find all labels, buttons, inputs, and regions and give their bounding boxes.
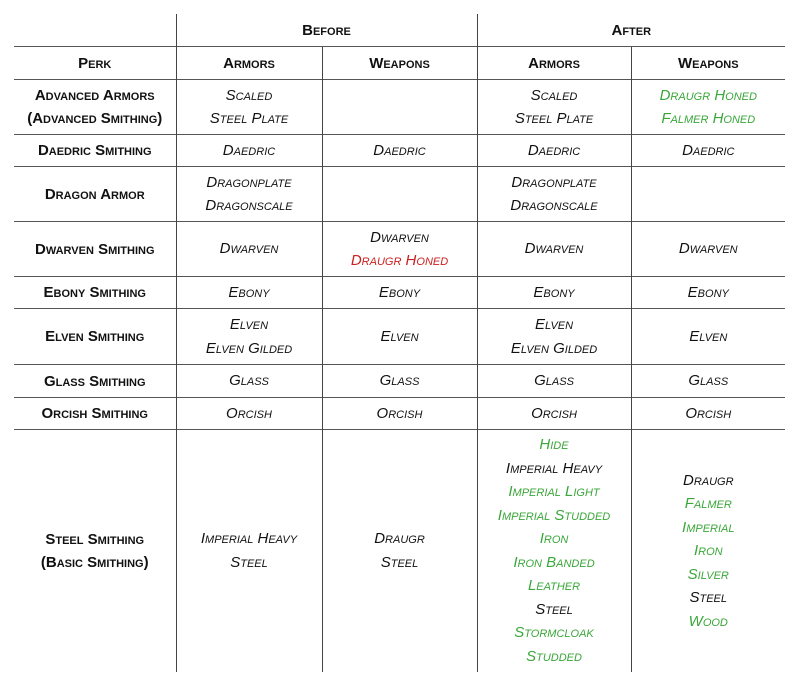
after-weapons-cell xyxy=(631,135,785,167)
before-armors-cell xyxy=(176,430,322,672)
before-weapons-cell xyxy=(322,309,477,365)
before-weapons-cell xyxy=(322,430,477,672)
after-armors-cell xyxy=(477,222,631,277)
after-armors-cell xyxy=(477,309,631,365)
after-weapons-cell xyxy=(631,430,785,672)
before-armors-cell xyxy=(176,398,322,430)
item: Daedric xyxy=(373,141,426,159)
perk-cell xyxy=(14,135,176,167)
perk-cell xyxy=(14,430,176,672)
table-row xyxy=(14,167,785,222)
before-armors-cell xyxy=(176,135,322,167)
item: Elven Gilded xyxy=(510,339,598,357)
after-weapons-cell xyxy=(631,365,785,398)
item: Orcish xyxy=(531,404,577,422)
added-item: Silver xyxy=(687,565,729,583)
added-item: Imperial Studded xyxy=(497,506,611,524)
empty-corner xyxy=(14,14,176,47)
after-weapons-cell xyxy=(631,277,785,309)
before-armors-cell xyxy=(176,365,322,398)
item: Draugr xyxy=(682,471,734,489)
perk-name: Ebony Smithing xyxy=(43,284,146,301)
perk-name: Advanced Armors xyxy=(34,87,155,104)
added-item: Falmer Honed xyxy=(661,110,756,127)
perk-cell xyxy=(14,277,176,309)
before-armors-cell xyxy=(176,309,322,365)
perk-column-header: Perk xyxy=(14,47,176,80)
item: Steel Plate xyxy=(514,110,594,127)
added-item: Iron Banded xyxy=(513,553,595,571)
before-weapons-cell xyxy=(322,398,477,430)
item: Ebony xyxy=(378,283,421,301)
after-armors-cell xyxy=(477,80,631,135)
added-item: Iron xyxy=(539,530,569,548)
item: Orcish xyxy=(376,404,423,422)
perk-cell xyxy=(14,309,176,365)
item: Dwarven xyxy=(219,240,279,258)
perk-cell xyxy=(14,222,176,277)
perk-name: Daedric Smithing xyxy=(37,142,152,159)
item: Daedric xyxy=(527,141,581,159)
added-item: Draugr Honed xyxy=(659,86,757,104)
after-armors-cell xyxy=(477,398,631,430)
item: Steel xyxy=(689,589,728,606)
item: Draugr xyxy=(374,530,425,548)
item: Glass xyxy=(688,372,729,390)
after-armors-cell xyxy=(477,365,631,398)
after-weapons-cell xyxy=(631,222,785,277)
before-weapons-cell xyxy=(322,365,477,398)
item: Elven xyxy=(534,316,574,333)
perk-cell xyxy=(14,80,176,135)
item: Steel xyxy=(380,553,419,571)
before-header: Before xyxy=(176,14,477,47)
item: Glass xyxy=(534,372,574,390)
column-header-row xyxy=(14,47,785,80)
item: Imperial Heavy xyxy=(505,459,603,477)
perk-cell xyxy=(14,167,176,222)
added-item: Falmer xyxy=(684,495,732,512)
added-item: Iron xyxy=(693,542,723,559)
item: Ebony xyxy=(228,283,270,301)
added-item: Imperial xyxy=(682,518,735,536)
item: Daedric xyxy=(222,141,276,159)
before-weapons-header: Weapons xyxy=(322,47,477,80)
after-header: After xyxy=(477,14,785,47)
added-item: Stormcloak xyxy=(514,624,594,642)
item: Elven Gilded xyxy=(205,339,293,357)
item: Glass xyxy=(379,372,420,390)
before-weapons-cell xyxy=(322,167,477,222)
table-row xyxy=(14,430,785,672)
item: Scaled xyxy=(530,86,578,104)
before-armors-header: Armors xyxy=(176,47,322,80)
after-weapons-header: Weapons xyxy=(631,47,785,80)
item: Steel xyxy=(230,553,268,571)
added-item: Studded xyxy=(526,647,582,665)
after-weapons-cell xyxy=(631,167,785,222)
perk-name: Glass Smithing xyxy=(43,372,146,390)
perk-cell xyxy=(14,398,176,430)
item: Scaled xyxy=(225,86,273,104)
item: Elven xyxy=(689,327,728,345)
after-armors-cell xyxy=(477,277,631,309)
perk-name: Dwarven Smithing xyxy=(34,240,155,258)
item: Steel Plate xyxy=(209,110,289,127)
before-armors-cell xyxy=(176,222,322,277)
perk-name: Orcish Smithing xyxy=(41,405,148,422)
after-weapons-cell xyxy=(631,80,785,135)
table-row xyxy=(14,309,785,365)
before-weapons-cell xyxy=(322,277,477,309)
after-weapons-cell xyxy=(631,398,785,430)
item: Dragonscale xyxy=(205,197,293,214)
item: Ebony xyxy=(533,283,575,301)
item: Orcish xyxy=(226,404,272,422)
before-weapons-cell xyxy=(322,80,477,135)
item: Dwarven xyxy=(678,240,738,258)
added-item: Wood xyxy=(688,612,728,630)
perk-alias: (Advanced Smithing) xyxy=(27,110,163,127)
before-armors-cell xyxy=(176,167,322,222)
perk-alias: (Basic Smithing) xyxy=(40,553,149,571)
perk-name: Dragon Armor xyxy=(44,185,145,203)
table-row xyxy=(14,80,785,135)
after-armors-cell xyxy=(477,167,631,222)
item: Dragonplate xyxy=(206,173,292,191)
item: Dwarven xyxy=(524,240,584,258)
after-armors-header: Armors xyxy=(477,47,631,80)
item: Orcish xyxy=(685,404,732,422)
item: Elven xyxy=(229,316,269,333)
item: Glass xyxy=(229,372,269,390)
removed-item: Draugr Honed xyxy=(350,252,449,269)
before-armors-cell xyxy=(176,80,322,135)
table-row xyxy=(14,135,785,167)
table-row xyxy=(14,277,785,309)
table-row xyxy=(14,222,785,277)
perk-cell xyxy=(14,365,176,398)
smithing-perk-table xyxy=(14,14,785,672)
perk-name: Elven Smithing xyxy=(45,328,145,345)
before-weapons-cell xyxy=(322,135,477,167)
item: Imperial Heavy xyxy=(200,530,298,548)
item: Dragonscale xyxy=(510,197,598,214)
after-weapons-cell xyxy=(631,309,785,365)
item: Daedric xyxy=(682,141,735,159)
added-item: Imperial Light xyxy=(508,483,600,501)
table-row xyxy=(14,365,785,398)
before-armors-cell xyxy=(176,277,322,309)
item: Dragonplate xyxy=(511,173,597,191)
before-weapons-cell xyxy=(322,222,477,277)
added-item: Leather xyxy=(527,577,581,595)
after-armors-cell xyxy=(477,430,631,672)
group-header-row xyxy=(14,14,785,47)
table-row xyxy=(14,398,785,430)
item: Steel xyxy=(535,600,573,618)
item: Elven xyxy=(380,327,419,345)
item: Dwarven xyxy=(370,228,429,246)
perk-name: Steel Smithing xyxy=(45,530,145,548)
after-armors-cell xyxy=(477,135,631,167)
item: Ebony xyxy=(687,283,729,301)
added-item: Hide xyxy=(539,436,569,454)
